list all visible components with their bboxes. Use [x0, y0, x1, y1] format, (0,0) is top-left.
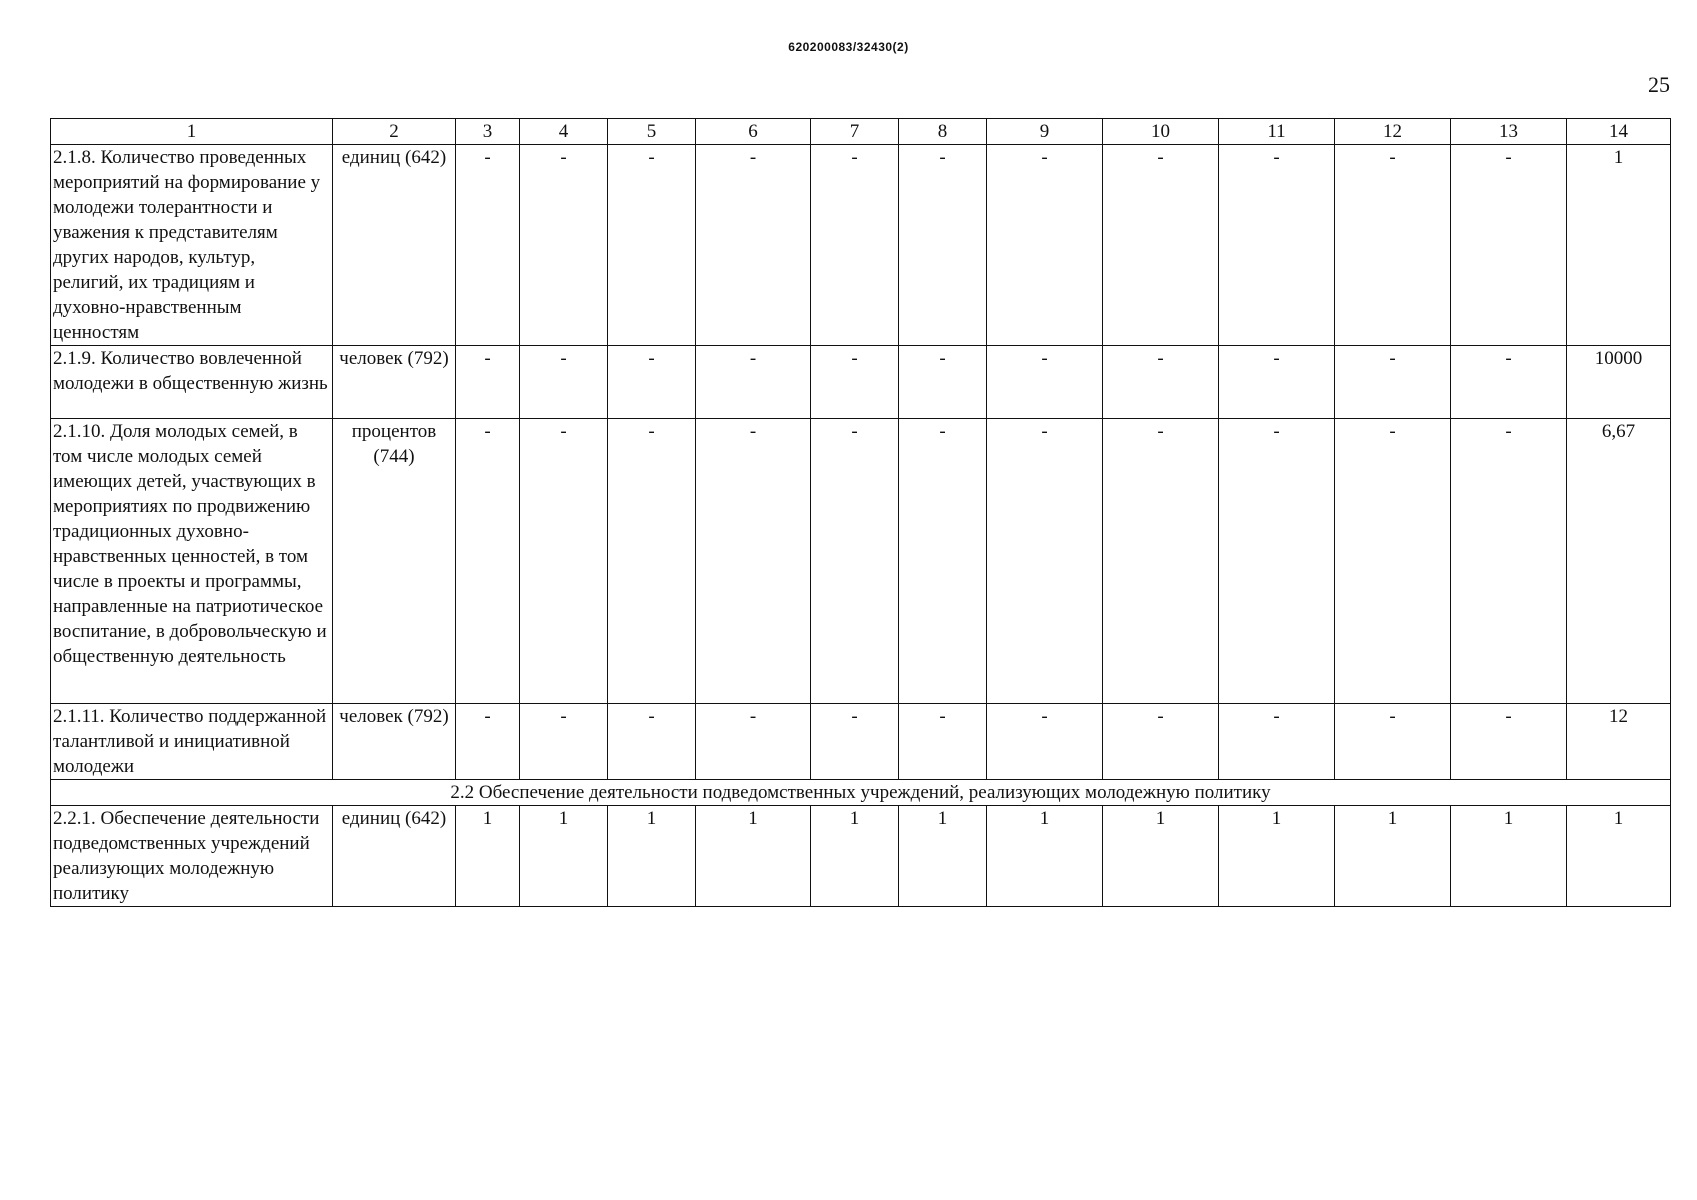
- value-cell: -: [1219, 704, 1335, 780]
- value-cell: 6,67: [1567, 419, 1671, 704]
- value-cell: -: [1451, 346, 1567, 419]
- table-row: [51, 346, 1671, 419]
- value-cell: 1: [1219, 806, 1335, 907]
- column-header: 9: [987, 119, 1103, 145]
- value-cell: -: [899, 704, 987, 780]
- column-header: 2: [333, 119, 456, 145]
- value-cell: 1: [520, 806, 608, 907]
- value-cell: -: [608, 346, 696, 419]
- column-header: 12: [1335, 119, 1451, 145]
- indicator-name: 2.1.9. Количество вовлеченной молодежи в общественную жизнь: [51, 346, 333, 419]
- value-cell: -: [1103, 704, 1219, 780]
- value-cell: -: [1219, 419, 1335, 704]
- table-row: [51, 419, 1671, 704]
- value-cell: -: [1335, 704, 1451, 780]
- table-row: [51, 704, 1671, 780]
- value-cell: 12: [1567, 704, 1671, 780]
- table-row: [51, 145, 1671, 346]
- value-cell: 1: [1103, 806, 1219, 907]
- value-cell: -: [1335, 346, 1451, 419]
- indicator-name: 2.1.8. Количество проведенных мероприятий на формирование у молодежи толерантности и уважения к представителям других народов, культур, религий, их традициям и духовно-нравственным ценностям: [51, 145, 333, 346]
- value-cell: -: [811, 704, 899, 780]
- indicator-name: 2.1.10. Доля молодых семей, в том числе молодых семей имеющих детей, участвующих в мероприятиях по продвижению традиционных духовно-нравственных ценностей, в том числе в проекты и программы, направленные на патриотическое воспитание, в добровольческую и общественную деятельность: [51, 419, 333, 704]
- value-cell: -: [1103, 346, 1219, 419]
- value-cell: -: [987, 346, 1103, 419]
- indicator-name: 2.1.11. Количество поддержанной талантливой и инициативной молодежи: [51, 704, 333, 780]
- column-header: 4: [520, 119, 608, 145]
- value-cell: 1: [899, 806, 987, 907]
- value-cell: -: [1451, 704, 1567, 780]
- document-number: 620200083/32430(2): [788, 40, 909, 54]
- value-cell: 10000: [1567, 346, 1671, 419]
- column-header: 14: [1567, 119, 1671, 145]
- value-cell: -: [520, 419, 608, 704]
- table-body: [51, 119, 1671, 907]
- value-cell: 1: [1567, 806, 1671, 907]
- value-cell: -: [520, 704, 608, 780]
- indicators-table: [50, 118, 1671, 907]
- unit-of-measure: процентов (744): [333, 419, 456, 704]
- value-cell: 1: [456, 806, 520, 907]
- value-cell: -: [1103, 419, 1219, 704]
- value-cell: -: [608, 145, 696, 346]
- column-header: 11: [1219, 119, 1335, 145]
- value-cell: -: [1219, 346, 1335, 419]
- value-cell: 1: [987, 806, 1103, 907]
- value-cell: -: [520, 145, 608, 346]
- column-header: 7: [811, 119, 899, 145]
- value-cell: -: [1335, 145, 1451, 346]
- value-cell: 1: [1451, 806, 1567, 907]
- value-cell: 1: [696, 806, 811, 907]
- value-cell: -: [987, 419, 1103, 704]
- value-cell: -: [1451, 145, 1567, 346]
- value-cell: -: [899, 346, 987, 419]
- value-cell: -: [456, 145, 520, 346]
- value-cell: -: [456, 346, 520, 419]
- column-header: 5: [608, 119, 696, 145]
- value-cell: -: [1103, 145, 1219, 346]
- value-cell: -: [899, 419, 987, 704]
- unit-of-measure: человек (792): [333, 704, 456, 780]
- value-cell: -: [811, 419, 899, 704]
- value-cell: -: [1451, 419, 1567, 704]
- section-row: [51, 780, 1671, 806]
- value-cell: -: [987, 704, 1103, 780]
- column-header: 1: [51, 119, 333, 145]
- value-cell: -: [696, 704, 811, 780]
- value-cell: 1: [811, 806, 899, 907]
- column-header: 8: [899, 119, 987, 145]
- value-cell: -: [1335, 419, 1451, 704]
- column-header: 10: [1103, 119, 1219, 145]
- column-header: 6: [696, 119, 811, 145]
- value-cell: 1: [1567, 145, 1671, 346]
- page-number: 25: [1648, 72, 1670, 97]
- value-cell: -: [1219, 145, 1335, 346]
- value-cell: -: [696, 145, 811, 346]
- value-cell: -: [811, 145, 899, 346]
- value-cell: -: [456, 419, 520, 704]
- value-cell: -: [696, 346, 811, 419]
- value-cell: -: [608, 419, 696, 704]
- unit-of-measure: единиц (642): [333, 806, 456, 907]
- value-cell: 1: [608, 806, 696, 907]
- value-cell: -: [811, 346, 899, 419]
- value-cell: -: [899, 145, 987, 346]
- unit-of-measure: человек (792): [333, 346, 456, 419]
- section-title: 2.2 Обеспечение деятельности подведомственных учреждений, реализующих молодежную политику: [51, 780, 1671, 806]
- value-cell: 1: [1335, 806, 1451, 907]
- value-cell: -: [608, 704, 696, 780]
- value-cell: -: [520, 346, 608, 419]
- table-row: [51, 806, 1671, 907]
- value-cell: -: [456, 704, 520, 780]
- column-header: 13: [1451, 119, 1567, 145]
- header-row: [51, 119, 1671, 145]
- value-cell: -: [987, 145, 1103, 346]
- column-header: 3: [456, 119, 520, 145]
- value-cell: -: [696, 419, 811, 704]
- indicator-name: 2.2.1. Обеспечение деятельности подведомственных учреждений реализующих молодежную политику: [51, 806, 333, 907]
- unit-of-measure: единиц (642): [333, 145, 456, 346]
